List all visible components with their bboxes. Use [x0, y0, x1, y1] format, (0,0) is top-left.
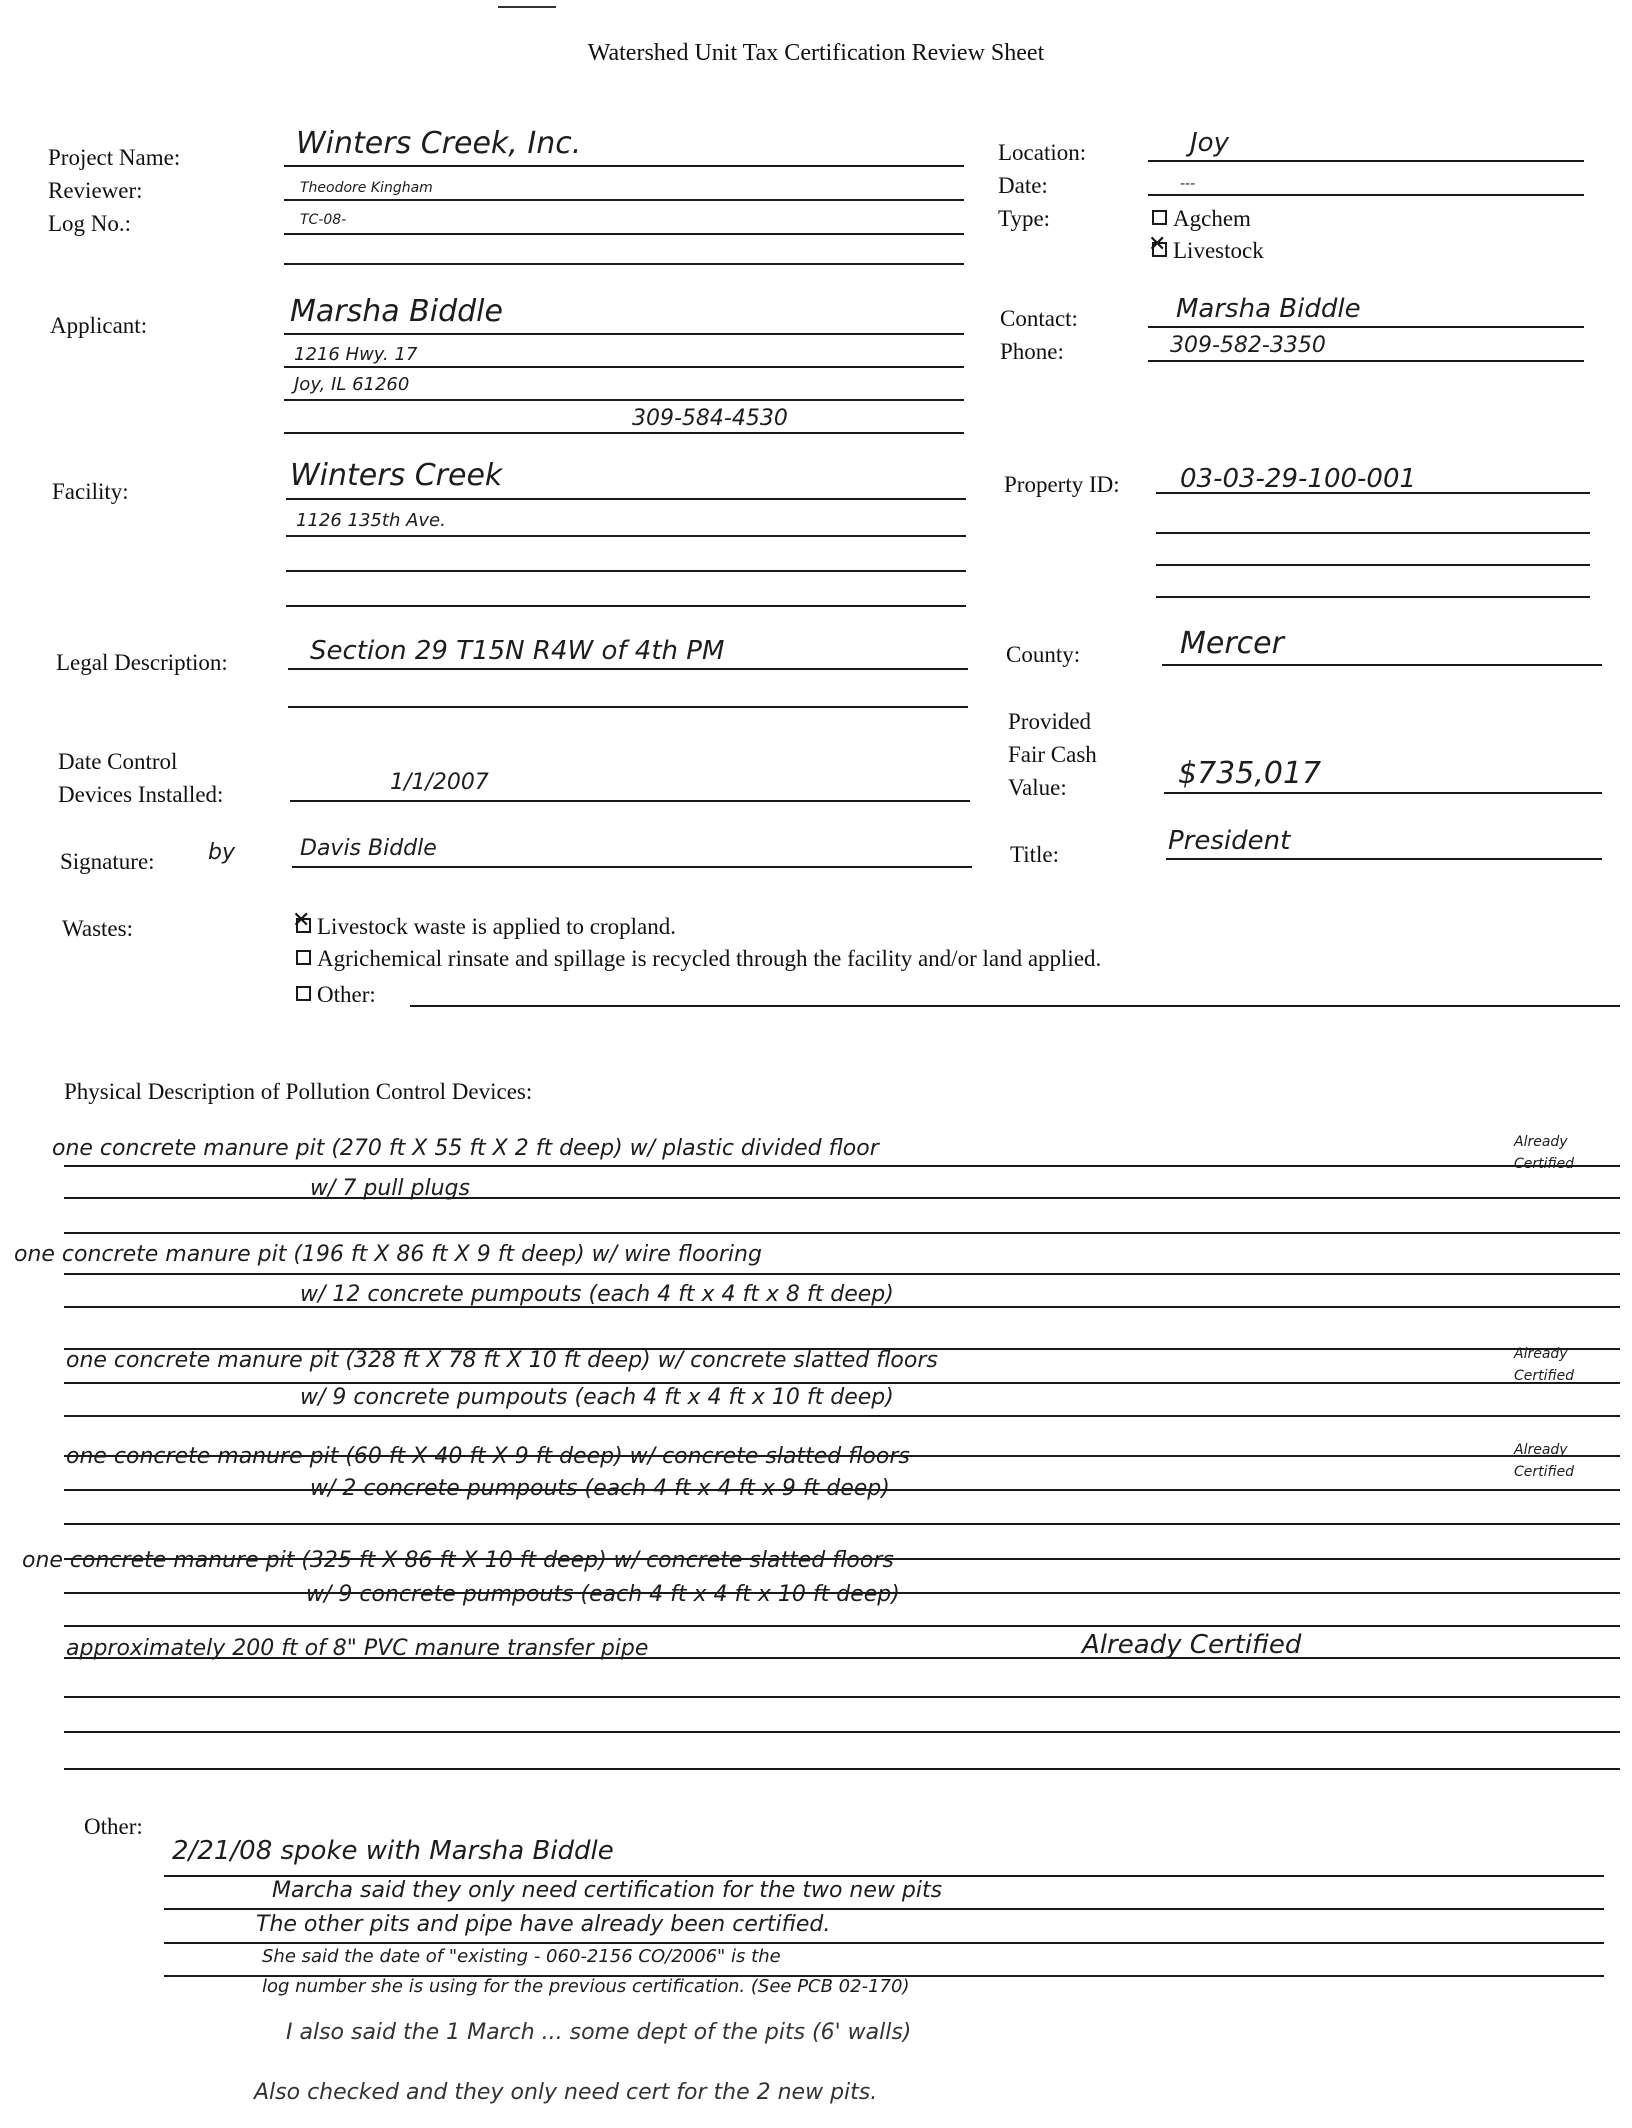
project-name-value: Winters Creek, Inc. — [296, 126, 582, 161]
fair-cash-label-1: Provided — [1008, 709, 1092, 734]
date-line — [1148, 194, 1584, 196]
device-1-certified-1: Already — [1514, 1134, 1568, 1150]
device-line-7 — [64, 1382, 1620, 1384]
device-5-line-1: one concrete manure pit (325 ft X 86 ft X 10 ft deep) w/ concrete slatted floors — [22, 1548, 894, 1573]
other-note-2: Marcha said they only need certification for the two new pits — [272, 1878, 943, 1903]
county-line — [1162, 664, 1602, 666]
title-line — [1166, 858, 1602, 860]
fair-cash-value: $735,017 — [1178, 756, 1322, 791]
wastes-label: Wastes: — [62, 916, 133, 941]
title-label: Title: — [1010, 842, 1060, 867]
device-5-line-2: w/ 9 concrete pumpouts (each 4 ft x 4 ft x 10 ft deep) — [306, 1582, 900, 1607]
device-6-certified: Already Certified — [1082, 1630, 1302, 1660]
location-label: Location: — [998, 140, 1087, 165]
facility-address-value: 1126 135th Ave. — [296, 510, 446, 531]
applicant-address-value: 1216 Hwy. 17 — [294, 344, 418, 365]
applicant-line-2 — [284, 366, 964, 368]
device-line-11 — [64, 1523, 1620, 1525]
livestock-checkbox[interactable] — [1152, 242, 1167, 257]
date-control-label-1: Date Control — [58, 749, 178, 774]
device-2-line-1: one concrete manure pit (196 ft X 86 ft X 9 ft deep) w/ wire flooring — [14, 1242, 762, 1267]
agchem-option-label: Agchem — [1173, 206, 1251, 231]
waste-option-other[interactable] — [296, 982, 376, 1008]
contact-label: Contact: — [1000, 306, 1078, 331]
type-label: Type: — [998, 206, 1051, 231]
device-line-14 — [64, 1625, 1620, 1627]
other-waste-line — [410, 1005, 1620, 1007]
fair-cash-label-3: Value: — [1008, 775, 1067, 800]
device-line-2 — [64, 1197, 1620, 1199]
device-line-16 — [64, 1696, 1620, 1698]
other-note-7: Also checked and they only need cert for the 2 new pits. — [254, 2080, 878, 2105]
facility-line-2 — [286, 535, 966, 537]
other-waste-label: Other: — [317, 982, 376, 1007]
applicant-line-4 — [284, 432, 964, 434]
device-1-line-2: w/ 7 pull plugs — [310, 1176, 470, 1201]
livestock-option-label: Livestock — [1173, 238, 1264, 263]
livestock-waste-checkbox[interactable] — [296, 918, 311, 933]
device-4-line-1: one concrete manure pit (60 ft X 40 ft X 9 ft deep) w/ concrete slatted floors — [66, 1444, 910, 1469]
type-option-livestock[interactable] — [1152, 238, 1264, 264]
property-id-line-2 — [1156, 532, 1590, 534]
other-line-1 — [164, 1875, 1604, 1877]
facility-line-3 — [286, 570, 966, 572]
county-label: County: — [1006, 642, 1081, 667]
livestock-waste-label: Livestock waste is applied to cropland. — [317, 914, 676, 939]
document-title: Watershed Unit Tax Certification Review Sheet — [587, 40, 1045, 66]
legal-description-value: Section 29 T15N R4W of 4th PM — [310, 636, 725, 666]
other-note-4: She said the date of "existing - 060-2156 CO/2006" is the — [262, 1946, 781, 1967]
other-note-1: 2/21/08 spoke with Marsha Biddle — [172, 1836, 614, 1866]
contact-line — [1148, 326, 1584, 328]
top-mark — [498, 6, 556, 8]
applicant-city-value: Joy, IL 61260 — [294, 374, 410, 395]
legal-description-line-1 — [288, 668, 968, 670]
facility-name-value: Winters Creek — [290, 458, 503, 493]
device-1-line-1: one concrete manure pit (270 ft X 55 ft X 2 ft deep) w/ plastic divided floor — [52, 1136, 879, 1161]
title-value: President — [1168, 826, 1291, 856]
fair-cash-line — [1164, 792, 1602, 794]
phone-line — [1148, 360, 1584, 362]
applicant-name-value: Marsha Biddle — [290, 294, 503, 329]
log-no-value: TC-08- — [300, 212, 347, 228]
log-no-line — [284, 233, 964, 235]
phone-value: 309-582-3350 — [1170, 333, 1326, 358]
other-waste-checkbox[interactable] — [296, 986, 311, 1001]
county-value: Mercer — [1180, 626, 1284, 661]
reviewer-line — [284, 199, 964, 201]
device-4-certified-2: Certified — [1514, 1464, 1575, 1480]
fair-cash-label-2: Fair Cash — [1008, 742, 1097, 767]
facility-line-4 — [286, 605, 966, 607]
device-4-certified-1: Already — [1514, 1442, 1568, 1458]
applicant-label: Applicant: — [50, 313, 148, 338]
other-note-6: I also said the 1 March ... some dept of the pits (6' walls) — [286, 2020, 912, 2045]
device-line-1 — [64, 1165, 1620, 1167]
signature-prefix: by — [208, 840, 235, 865]
property-id-label: Property ID: — [1004, 472, 1120, 497]
device-line-18 — [64, 1768, 1620, 1770]
agchem-checkbox[interactable] — [1152, 210, 1167, 225]
agrichemical-label: Agrichemical rinsate and spillage is recycled through the facility and/or land applied. — [317, 946, 1102, 971]
agrichemical-checkbox[interactable] — [296, 950, 311, 965]
project-name-line — [284, 165, 964, 167]
waste-option-livestock[interactable] — [296, 914, 676, 940]
other-line-3 — [164, 1942, 1604, 1944]
legal-description-label: Legal Description: — [56, 650, 228, 675]
property-id-line-3 — [1156, 564, 1590, 566]
other-note-5: log number she is using for the previous certification. (See PCB 02-170) — [262, 1976, 910, 1997]
device-line-8 — [64, 1415, 1620, 1417]
device-3-certified-2: Certified — [1514, 1368, 1575, 1384]
applicant-line-3 — [284, 399, 964, 401]
legal-description-line-2 — [288, 706, 968, 708]
type-option-agchem[interactable] — [1152, 206, 1251, 232]
device-3-line-2: w/ 9 concrete pumpouts (each 4 ft x 4 ft x 10 ft deep) — [300, 1385, 894, 1410]
other-line-2 — [164, 1908, 1604, 1910]
date-installed-value: 1/1/2007 — [390, 770, 489, 795]
reviewer-label: Reviewer: — [48, 178, 143, 203]
facility-line-1 — [286, 498, 966, 500]
facility-label: Facility: — [52, 479, 129, 504]
reviewer-value: Theodore Kingham — [300, 180, 433, 196]
physical-description-label: Physical Description of Pollution Control Devices: — [64, 1079, 533, 1104]
date-value: --- — [1180, 176, 1196, 192]
signature-label: Signature: — [60, 849, 155, 874]
project-name-label: Project Name: — [48, 145, 181, 170]
property-id-value: 03-03-29-100-001 — [1180, 464, 1417, 494]
date-label: Date: — [998, 173, 1048, 198]
device-4-line-2: w/ 2 concrete pumpouts (each 4 ft x 4 ft x 9 ft deep) — [310, 1476, 890, 1501]
log-no-label: Log No.: — [48, 211, 132, 236]
contact-value: Marsha Biddle — [1176, 294, 1361, 324]
other-note-3: The other pits and pipe have already been certified. — [256, 1912, 831, 1937]
signature-line — [292, 866, 972, 868]
location-line — [1148, 160, 1584, 162]
device-line-4 — [64, 1273, 1620, 1275]
other-notes-label: Other: — [84, 1814, 143, 1839]
date-installed-line — [290, 800, 970, 802]
waste-option-agrichemical[interactable] — [296, 946, 1101, 972]
device-line-3 — [64, 1232, 1620, 1234]
phone-label: Phone: — [1000, 339, 1064, 364]
blank-line — [284, 263, 964, 265]
device-3-certified-1: Already — [1514, 1346, 1568, 1362]
location-value: Joy — [1190, 128, 1229, 158]
device-3-line-1: one concrete manure pit (328 ft X 78 ft X 10 ft deep) w/ concrete slatted floors — [66, 1348, 938, 1373]
applicant-phone-value: 309-584-4530 — [632, 406, 788, 431]
device-6-line-1: approximately 200 ft of 8" PVC manure transfer pipe — [66, 1636, 649, 1661]
device-2-line-2: w/ 12 concrete pumpouts (each 4 ft x 4 ft x 8 ft deep) — [300, 1282, 894, 1307]
signature-value: Davis Biddle — [300, 836, 437, 861]
device-line-17 — [64, 1731, 1620, 1733]
property-id-line-4 — [1156, 596, 1590, 598]
device-1-certified-2: Certified — [1514, 1156, 1575, 1172]
applicant-line-1 — [284, 333, 964, 335]
date-control-label-2: Devices Installed: — [58, 782, 224, 807]
